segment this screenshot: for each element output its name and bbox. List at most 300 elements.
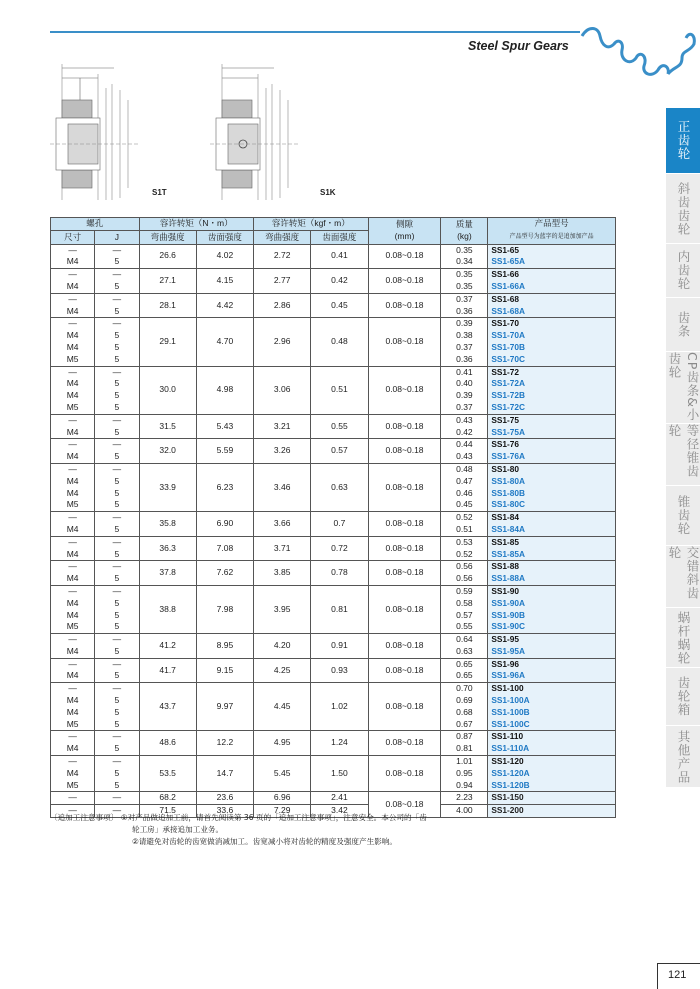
cell-j-line: 5 xyxy=(114,597,120,608)
cell-bending-kgf: 3.26 xyxy=(254,439,311,464)
th-surface: 齿面强度 xyxy=(196,231,253,244)
cell-mass-line: 0.42 xyxy=(456,426,473,437)
model-number: SS1-70A xyxy=(491,330,525,341)
cell-bending-kgf: 6.96 xyxy=(254,792,311,805)
header-rule xyxy=(50,31,580,33)
cell-j-line: 5 xyxy=(114,718,120,729)
model-number: SS1-100B xyxy=(491,706,530,717)
cell-bending-kgf: 3.21 xyxy=(254,414,311,439)
cell-backlash: 0.08~0.18 xyxy=(368,561,441,586)
cell-size-line: M4 xyxy=(66,523,79,534)
model-number: SS1-80 xyxy=(491,463,519,474)
model-number: SS1-80C xyxy=(491,499,525,510)
model-number: SS1-90B xyxy=(491,609,525,620)
cell-j-line: 5 xyxy=(114,548,120,559)
cell-surface-kgf: 0.41 xyxy=(311,244,368,269)
cell-size xyxy=(51,731,95,756)
cell-mass-line: 1.01 xyxy=(456,756,473,767)
cell-j-line: 5 xyxy=(114,353,120,364)
cell-bending-kgf: 2.77 xyxy=(254,269,311,294)
cell-mass-line: 0.95 xyxy=(456,767,473,778)
cell-surface-nm: 9.15 xyxy=(196,658,253,683)
table-row xyxy=(51,439,616,464)
cell-size-line: M4 xyxy=(66,475,79,486)
sidebar-tab-10[interactable]: 其他产品 xyxy=(666,726,700,788)
cell-bending-kgf: 3.95 xyxy=(254,585,311,633)
cell-j xyxy=(95,561,139,586)
cell-mass xyxy=(441,512,488,537)
cell-size xyxy=(51,318,95,366)
page-number: 121 xyxy=(668,969,687,981)
cell-mass: 2.23 xyxy=(441,792,488,805)
cell-mass-line: 0.81 xyxy=(456,743,473,754)
cell-j-line: 5 xyxy=(114,743,120,754)
cell-size-line: M4 xyxy=(66,706,79,717)
table-row xyxy=(51,318,616,366)
cell-bending-nm: 27.1 xyxy=(139,269,196,294)
cell-mass-line: 0.52 xyxy=(456,548,473,559)
cell-j-line: — xyxy=(112,366,122,377)
cell-j-line: 5 xyxy=(114,426,120,437)
cell-mass xyxy=(441,536,488,561)
cell-j xyxy=(95,756,139,792)
cell-size-line: — xyxy=(68,293,77,304)
s1t-label: S1T xyxy=(152,188,167,197)
cell-model xyxy=(488,244,616,269)
cell-bending-kgf: 4.95 xyxy=(254,731,311,756)
cell-j xyxy=(95,683,139,731)
th-backlash: 侧隙 (mm) xyxy=(368,218,441,245)
cell-j-line: — xyxy=(112,731,122,742)
cell-model xyxy=(488,658,616,683)
th-bending: 弯曲强度 xyxy=(139,231,196,244)
cell-size-line: M4 xyxy=(66,743,79,754)
cell-bending-nm: 41.2 xyxy=(139,634,196,659)
cell-mass-line: 0.57 xyxy=(456,609,473,620)
cell-size-line: — xyxy=(68,269,77,280)
cell-mass-line: 0.65 xyxy=(456,670,473,681)
cell-mass-line: 0.51 xyxy=(456,523,473,534)
cell-size xyxy=(51,756,95,792)
cell-j-line: 5 xyxy=(114,609,120,620)
cell-backlash: 0.08~0.18 xyxy=(368,293,441,318)
cell-mass-line: 0.35 xyxy=(456,280,473,291)
cell-j-line: 5 xyxy=(114,451,120,462)
cell-surface-nm: 23.6 xyxy=(196,792,253,805)
cell-mass-line: 0.69 xyxy=(456,695,473,706)
cell-j xyxy=(95,731,139,756)
cell-mass-line: 0.46 xyxy=(456,487,473,498)
sidebar-tab-4[interactable]: CP齿条&小齿轮 xyxy=(666,352,700,424)
model-number: SS1-75 xyxy=(491,414,519,425)
sidebar-tab-0[interactable]: 正齿轮 xyxy=(666,108,700,174)
model-number: SS1-88 xyxy=(491,561,519,572)
th-surface2: 齿面强度 xyxy=(311,231,368,244)
note-1: ①对产品做追加工前，请首先阅读第 36 页的「追加工注意事项」，注意安全。本公司的「齿 xyxy=(120,813,427,822)
cell-size xyxy=(51,536,95,561)
cell-surface-nm: 4.42 xyxy=(196,293,253,318)
model-number: SS1-68 xyxy=(491,293,519,304)
cell-mass-line: 0.38 xyxy=(456,330,473,341)
cell-j xyxy=(95,585,139,633)
cell-surface-nm: 7.62 xyxy=(196,561,253,586)
cell-model xyxy=(488,585,616,633)
model-number: SS1-76 xyxy=(491,439,519,450)
model-number: SS1-96A xyxy=(491,670,525,681)
cell-mass-line: 0.47 xyxy=(456,475,473,486)
cell-mass xyxy=(441,293,488,318)
category-sidebar xyxy=(666,108,700,788)
cell-mass-line: 0.64 xyxy=(456,634,473,645)
cell-surface-kgf: 0.91 xyxy=(311,634,368,659)
cell-size-line: M4 xyxy=(66,341,79,352)
cell-size-line: — xyxy=(68,683,77,694)
cell-bending-nm: 35.8 xyxy=(139,512,196,537)
note-2: ②请避免对齿轮的齿宽做消减加工。齿宽减小将对齿轮的精度及强度产生影响。 xyxy=(132,837,397,846)
cell-mass-line: 0.43 xyxy=(456,451,473,462)
sidebar-tab-7[interactable]: 交错斜齿轮 xyxy=(666,546,700,608)
s1k-drawing-icon xyxy=(210,60,350,205)
s1t-drawing-icon xyxy=(50,60,190,205)
th-mass: 质量 (kg) xyxy=(441,218,488,245)
model-number: SS1-68A xyxy=(491,305,525,316)
model-number: SS1-80B xyxy=(491,487,525,498)
cell-j xyxy=(95,463,139,511)
table-row xyxy=(51,756,616,792)
cell-size xyxy=(51,658,95,683)
cell-mass xyxy=(441,244,488,269)
cell-j-line: — xyxy=(112,269,122,280)
cell-size xyxy=(51,269,95,294)
cell-mass-line: 0.35 xyxy=(456,244,473,255)
cell-surface-kgf: 1.02 xyxy=(311,683,368,731)
cell-mass-line: 0.58 xyxy=(456,597,473,608)
cell-surface-nm: 9.97 xyxy=(196,683,253,731)
cell-surface-nm: 6.90 xyxy=(196,512,253,537)
note-1-cont: 轮工房」承接追加工业务。 xyxy=(132,825,224,834)
cell-bending-nm: 41.7 xyxy=(139,658,196,683)
cell-surface-nm: 4.02 xyxy=(196,244,253,269)
cell-bending-nm: 48.6 xyxy=(139,731,196,756)
cell-model xyxy=(488,683,616,731)
model-number: SS1-100 xyxy=(491,683,524,694)
cell-size-line: — xyxy=(68,366,77,377)
cell-j-line: — xyxy=(112,439,122,450)
cell-size-line: M4 xyxy=(66,378,79,389)
cell-bending-kgf: 4.20 xyxy=(254,634,311,659)
cell-mass-line: 0.39 xyxy=(456,390,473,401)
model-number: SS1-85A xyxy=(491,548,525,559)
cell-mass-line: 0.56 xyxy=(456,573,473,584)
cell-mass xyxy=(441,318,488,366)
cell-bending-nm: 37.8 xyxy=(139,561,196,586)
cell-mass-line: 0.53 xyxy=(456,536,473,547)
cell-mass xyxy=(441,756,488,792)
cell-surface-kgf: 0.42 xyxy=(311,269,368,294)
model-number: SS1-100C xyxy=(491,718,530,729)
cell-model: SS1-150 xyxy=(488,792,616,805)
cell-j-line: — xyxy=(112,244,122,255)
cell-size-line: — xyxy=(68,318,77,329)
cell-j xyxy=(95,269,139,294)
cell-size: — xyxy=(51,792,95,805)
cell-model xyxy=(488,536,616,561)
model-number: SS1-110A xyxy=(491,743,530,754)
sidebar-tab-3[interactable]: 齿条 xyxy=(666,298,700,352)
model-number: SS1-84A xyxy=(491,523,525,534)
cell-surface-kgf: 0.81 xyxy=(311,585,368,633)
cell-j-line: — xyxy=(112,658,122,669)
cell-surface-nm: 7.98 xyxy=(196,585,253,633)
cell-bending-kgf: 3.71 xyxy=(254,536,311,561)
cell-mass xyxy=(441,683,488,731)
cell-j xyxy=(95,658,139,683)
cell-j xyxy=(95,536,139,561)
cell-size xyxy=(51,512,95,537)
cell-size xyxy=(51,561,95,586)
cell-surface-kgf: 1.24 xyxy=(311,731,368,756)
cell-surface-kgf: 0.51 xyxy=(311,366,368,414)
model-number: SS1-100A xyxy=(491,695,530,706)
sidebar-tab-8[interactable]: 蜗杆蜗轮 xyxy=(666,608,700,668)
cell-size-line: — xyxy=(68,244,77,255)
cell-size xyxy=(51,683,95,731)
cell-mass-line: 0.52 xyxy=(456,512,473,523)
model-number: SS1-96 xyxy=(491,658,519,669)
spec-table xyxy=(50,217,616,818)
cell-j xyxy=(95,318,139,366)
table-row xyxy=(51,585,616,633)
cell-mass xyxy=(441,585,488,633)
cell-bending-nm: 36.3 xyxy=(139,536,196,561)
cell-mass-line: 0.56 xyxy=(456,561,473,572)
cell-surface-kgf: 0.78 xyxy=(311,561,368,586)
model-number: SS1-66A xyxy=(491,280,525,291)
model-number: SS1-75A xyxy=(491,426,525,437)
cell-backlash: 0.08~0.18 xyxy=(368,439,441,464)
cell-j-line: — xyxy=(112,318,122,329)
cell-j-line: 5 xyxy=(114,401,120,412)
cell-size-line: M4 xyxy=(66,548,79,559)
cell-bending-nm: 71.5 xyxy=(139,805,196,818)
cell-bending-kgf: 5.45 xyxy=(254,756,311,792)
cell-j-line: 5 xyxy=(114,305,120,316)
model-number: SS1-95 xyxy=(491,634,519,645)
cell-bending-kgf: 3.46 xyxy=(254,463,311,511)
cell-model xyxy=(488,269,616,294)
cell-model xyxy=(488,293,616,318)
cell-bending-nm: 26.6 xyxy=(139,244,196,269)
cell-j-line: 5 xyxy=(114,670,120,681)
cell-surface-kgf: 0.7 xyxy=(311,512,368,537)
cell-mass xyxy=(441,634,488,659)
cell-mass-line: 0.63 xyxy=(456,645,473,656)
cell-model xyxy=(488,414,616,439)
cell-backlash: 0.08~0.18 xyxy=(368,658,441,683)
cell-size-line: M4 xyxy=(66,305,79,316)
cell-size xyxy=(51,414,95,439)
table-row xyxy=(51,269,616,294)
cell-mass-line: 0.37 xyxy=(456,401,473,412)
cell-mass xyxy=(441,414,488,439)
model-number: SS1-84 xyxy=(491,512,519,523)
cell-surface-kgf: 0.48 xyxy=(311,318,368,366)
model-number: SS1-90C xyxy=(491,621,525,632)
cell-surface-kgf: 0.57 xyxy=(311,439,368,464)
sidebar-tab-6[interactable]: 锥齿轮 xyxy=(666,486,700,546)
cell-j xyxy=(95,293,139,318)
cell-j xyxy=(95,512,139,537)
cell-mass xyxy=(441,366,488,414)
model-number: SS1-80A xyxy=(491,475,525,486)
cell-size-line: M4 xyxy=(66,487,79,498)
cell-j-line: 5 xyxy=(114,767,120,778)
cell-mass-line: 0.37 xyxy=(456,293,473,304)
cell-j-line: — xyxy=(112,585,122,596)
table-row xyxy=(51,536,616,561)
cell-bending-kgf: 2.86 xyxy=(254,293,311,318)
sidebar-tab-9[interactable]: 齿轮箱 xyxy=(666,668,700,726)
cell-mass xyxy=(441,463,488,511)
cell-surface-nm: 12.2 xyxy=(196,731,253,756)
cell-size-line: — xyxy=(68,634,77,645)
table-row xyxy=(51,414,616,439)
table-row xyxy=(51,634,616,659)
cell-surface-nm: 6.23 xyxy=(196,463,253,511)
cell-size-line: M4 xyxy=(66,330,79,341)
cell-bending-kgf: 3.85 xyxy=(254,561,311,586)
model-number: SS1-70 xyxy=(491,318,519,329)
cell-size-line: — xyxy=(68,463,77,474)
cell-j-line: — xyxy=(112,536,122,547)
cell-mass-line: 0.48 xyxy=(456,463,473,474)
cell-j-line: 5 xyxy=(114,341,120,352)
cell-model xyxy=(488,318,616,366)
gear-diagram-s1k xyxy=(210,60,360,205)
cell-mass-line: 0.67 xyxy=(456,718,473,729)
model-number: SS1-88A xyxy=(491,573,525,584)
cell-size-line: — xyxy=(68,439,77,450)
cell-mass xyxy=(441,658,488,683)
cell-mass-line: 0.44 xyxy=(456,439,473,450)
cell-bending-kgf: 3.66 xyxy=(254,512,311,537)
model-number: SS1-120A xyxy=(491,767,530,778)
cell-size-line: — xyxy=(68,414,77,425)
cell-model xyxy=(488,512,616,537)
cell-size xyxy=(51,366,95,414)
sidebar-tab-5[interactable]: 等径锥齿轮 xyxy=(666,424,700,486)
cell-surface-kgf: 1.50 xyxy=(311,756,368,792)
cell-mass-line: 0.87 xyxy=(456,731,473,742)
cell-backlash: 0.08~0.18 xyxy=(368,683,441,731)
cell-size-line: M5 xyxy=(66,779,79,790)
cell-model: SS1-200 xyxy=(488,805,616,818)
cell-surface-kgf: 0.55 xyxy=(311,414,368,439)
cell-backlash: 0.08~0.18 xyxy=(368,366,441,414)
cell-size xyxy=(51,463,95,511)
cell-size xyxy=(51,439,95,464)
cell-j-line: 5 xyxy=(114,645,120,656)
table-row xyxy=(51,731,616,756)
cell-bending-nm: 33.9 xyxy=(139,463,196,511)
cell-model xyxy=(488,756,616,792)
cell-mass: 4.00 xyxy=(441,805,488,818)
cell-bending-kgf: 4.45 xyxy=(254,683,311,731)
model-number: SS1-90A xyxy=(491,597,525,608)
cell-size-line: M5 xyxy=(66,621,79,632)
cell-mass-line: 0.68 xyxy=(456,706,473,717)
cell-j-line: — xyxy=(112,561,122,572)
cell-surface-nm: 4.70 xyxy=(196,318,253,366)
model-number: SS1-70C xyxy=(491,353,525,364)
model-number: SS1-110 xyxy=(491,731,524,742)
cell-j-line: 5 xyxy=(114,779,120,790)
cell-model xyxy=(488,561,616,586)
cell-j-line: 5 xyxy=(114,280,120,291)
cell-size-line: M4 xyxy=(66,767,79,778)
cell-j-line: 5 xyxy=(114,330,120,341)
cell-surface-kgf: 0.63 xyxy=(311,463,368,511)
sidebar-tab-1[interactable]: 斜齿齿轮 xyxy=(666,174,700,244)
table-row xyxy=(51,792,616,805)
cell-j-line: 5 xyxy=(114,475,120,486)
cell-j xyxy=(95,439,139,464)
cell-bending-nm: 31.5 xyxy=(139,414,196,439)
cell-surface-kgf: 0.72 xyxy=(311,536,368,561)
cell-size-line: M5 xyxy=(66,401,79,412)
cell-backlash: 0.08~0.18 xyxy=(368,585,441,633)
cell-mass-line: 0.36 xyxy=(456,353,473,364)
th-bore: 螺孔 xyxy=(51,218,140,231)
spec-table-body xyxy=(51,244,616,817)
cell-size-line: M4 xyxy=(66,597,79,608)
cell-size xyxy=(51,585,95,633)
cell-surface-kgf: 3.42 xyxy=(311,805,368,818)
cell-j: — xyxy=(95,792,139,805)
cell-j-line: 5 xyxy=(114,487,120,498)
model-number: SS1-72C xyxy=(491,401,525,412)
th-torque-nm: 容许转矩（N・m） xyxy=(139,218,254,231)
cell-j-line: — xyxy=(112,463,122,474)
model-number: SS1-66 xyxy=(491,269,519,280)
sidebar-tab-2[interactable]: 内齿轮 xyxy=(666,244,700,298)
cell-bending-kgf: 7.29 xyxy=(254,805,311,818)
table-row xyxy=(51,561,616,586)
cell-size-line: M4 xyxy=(66,670,79,681)
model-number: SS1-120 xyxy=(491,756,524,767)
model-number: SS1-90 xyxy=(491,585,519,596)
page-header-title: Steel Spur Gears xyxy=(468,39,569,53)
cell-mass-line: 0.70 xyxy=(456,683,473,694)
cell-model xyxy=(488,463,616,511)
cell-size-line: — xyxy=(68,585,77,596)
cell-size-line: M4 xyxy=(66,451,79,462)
cell-surface-nm: 7.08 xyxy=(196,536,253,561)
cell-j xyxy=(95,244,139,269)
th-size: 尺寸 xyxy=(51,231,95,244)
cell-backlash: 0.08~0.18 xyxy=(368,244,441,269)
cell-surface-kgf: 0.93 xyxy=(311,658,368,683)
cell-surface-nm: 5.59 xyxy=(196,439,253,464)
cell-mass-line: 0.40 xyxy=(456,378,473,389)
cell-mass xyxy=(441,439,488,464)
gear-diagram-s1t xyxy=(50,60,190,205)
model-number: SS1-65 xyxy=(491,244,519,255)
cell-surface-nm: 33.6 xyxy=(196,805,253,818)
cell-mass-line: 0.43 xyxy=(456,414,473,425)
cell-size-line: M4 xyxy=(66,426,79,437)
cell-j-line: 5 xyxy=(114,390,120,401)
